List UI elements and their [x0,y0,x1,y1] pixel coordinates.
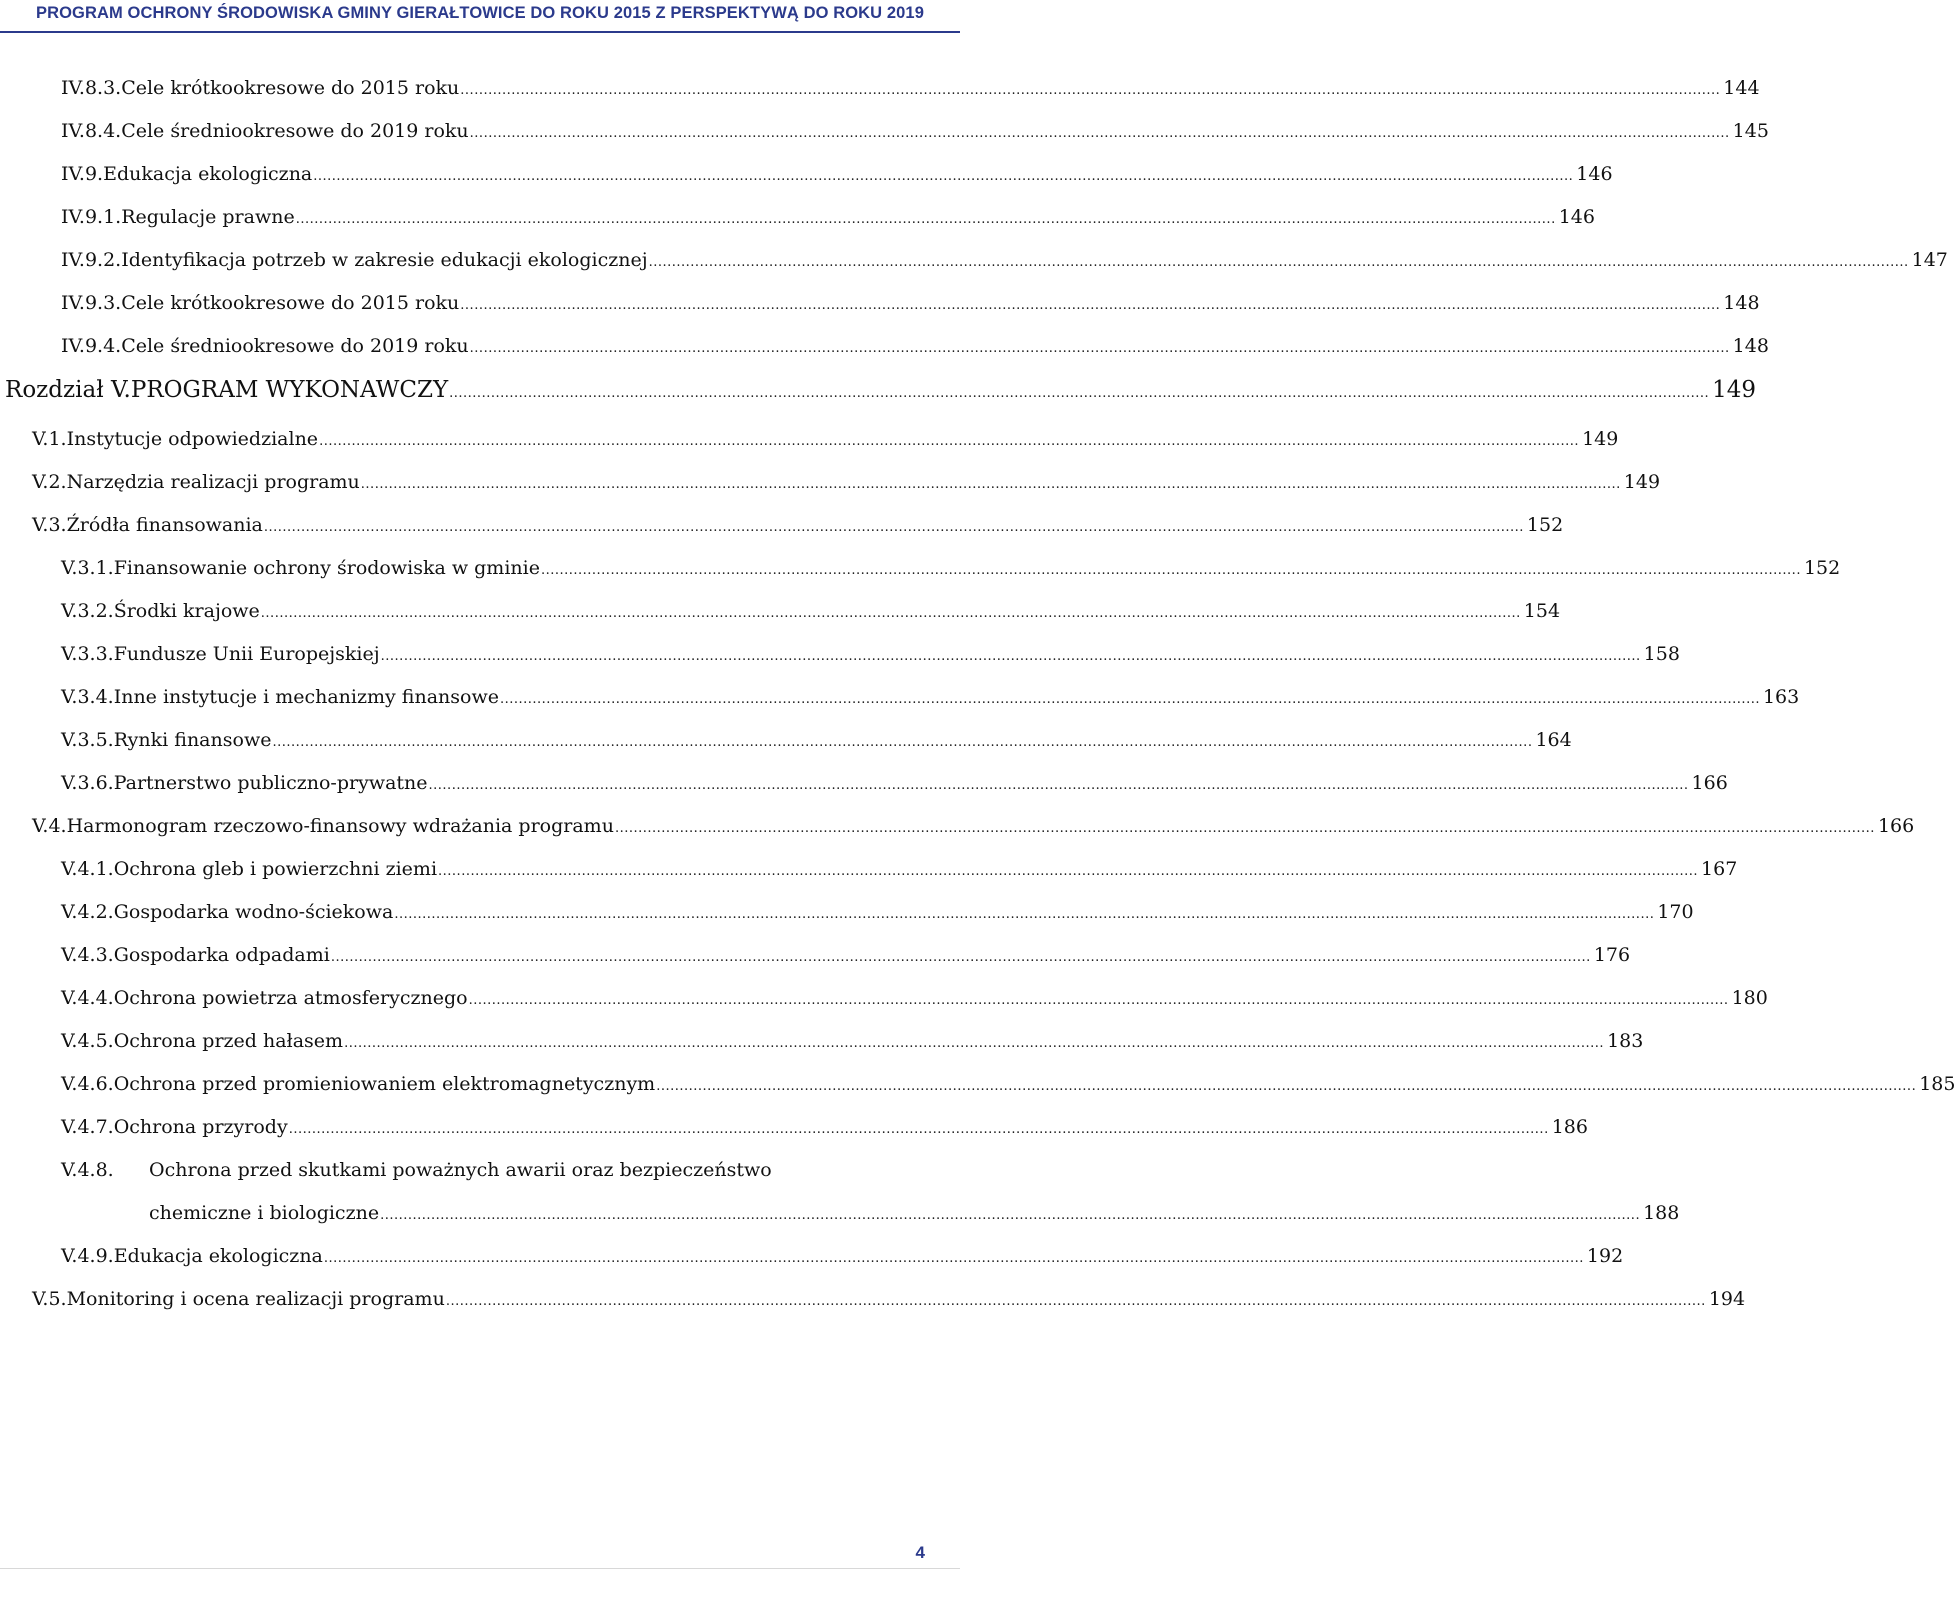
toc-entry[interactable] [61,331,1769,361]
toc-title: Źródła finansowania [66,514,263,536]
toc-entry[interactable] [61,854,1738,884]
toc-number: IV.8.4. [61,120,122,142]
toc-leader [331,943,1591,973]
toc-page: 166 [1691,772,1728,794]
toc-number: V.4.9. [61,1245,114,1267]
toc-leader [380,1201,1640,1231]
toc-number: IV.9.4. [61,335,122,357]
toc-entry[interactable] [32,424,1619,454]
toc-page: 147 [1911,249,1948,271]
toc-chapter-entry[interactable] [5,375,1757,405]
toc-leader [361,470,1621,500]
toc-number: V.3.1. [61,557,114,579]
toc-entry[interactable] [32,510,1564,540]
toc-leader [470,334,1730,364]
toc-title: Edukacja ekologiczna [103,163,313,185]
toc-page: 188 [1643,1202,1680,1224]
toc-number: IV.8.3. [61,77,122,99]
toc-page: 163 [1762,686,1800,708]
document-title: PROGRAM OCHRONY ŚRODOWISKA GMINY GIERAŁTOWICE DO ROKU 2015 Z PERSPEKTYWĄ DO ROKU 2019 [35,4,924,22]
toc-entry[interactable] [61,553,1841,583]
toc-number: IV.9.2. [61,249,122,271]
toc-title: Cele średniookresowe do 2019 roku [121,120,469,142]
toc-page: 146 [1558,206,1595,228]
toc-number: V.2. [32,471,67,493]
toc-number: V.4.3. [61,944,114,966]
toc-number: V.4.2. [61,901,114,923]
toc-title: Gospodarka wodno-ściekowa [113,901,394,923]
toc-page: 148 [1732,335,1769,357]
toc-number: V.4.8. [61,1159,114,1181]
toc-entry[interactable] [61,1112,1588,1142]
toc-entry[interactable] [61,116,1769,146]
toc-leader [460,76,1720,106]
toc-page: 146 [1576,163,1613,185]
toc-title: Ochrona powietrza atmosferycznego [113,987,468,1009]
toc-page: 164 [1535,729,1572,751]
toc-page: 149 [1623,471,1661,493]
toc-leader [324,1244,1584,1274]
toc-number: V.3.3. [61,643,114,665]
toc-entry[interactable] [61,639,1680,669]
toc-page: 185 [1919,1073,1955,1095]
page-number: 4 [915,1543,925,1562]
toc-page: 176 [1593,944,1631,966]
toc-page: 148 [1723,292,1760,314]
toc-title: Ochrona gleb i powierzchni ziemi [113,858,438,880]
toc-page: 154 [1523,600,1561,622]
toc-entry[interactable] [61,245,1948,275]
toc-number: IV.9. [61,163,104,185]
toc-entry[interactable] [32,1284,1746,1314]
toc-title: Gospodarka odpadami [113,944,330,966]
toc-entry[interactable] [61,73,1760,103]
toc-leader [615,814,1875,844]
toc-entry[interactable] [61,288,1760,318]
toc-leader [649,248,1909,278]
toc-title: PROGRAM WYKONAWCZY [130,377,449,403]
toc-page: 149 [1712,377,1757,403]
toc-entry[interactable] [61,1241,1624,1271]
toc-leader [344,1029,1604,1059]
toc-title: Edukacja ekologiczna [113,1245,323,1267]
toc-entry[interactable] [61,897,1694,927]
toc-title: Identyfikacja potrzeb w zakresie edukacji ekologicznej [121,249,648,271]
toc-number: V.4. [32,815,67,837]
toc-leader [313,162,1573,192]
toc-title: Instytucje odpowiedzialne [66,428,319,450]
toc-title: Monitoring i ocena realizacji programu [66,1288,445,1310]
toc-number: V.3.4. [61,686,114,708]
toc-leader [500,685,1760,715]
toc-number: IV.9.3. [61,292,122,314]
toc-entry-multiline[interactable] [61,1155,924,1185]
toc-title: Ochrona przyrody [113,1116,288,1138]
toc-leader [381,642,1641,672]
toc-entry[interactable] [61,1026,1644,1056]
toc-title: Rynki finansowe [113,729,272,751]
toc-title: Regulacje prawne [121,206,295,228]
toc-title: Fundusze Unii Europejskiej [113,643,380,665]
toc-title: Finansowanie ochrony środowiska w gminie [113,557,540,579]
toc-number: IV.9.1. [61,206,122,228]
toc-title: Środki krajowe [113,600,260,622]
toc-number: V.3.6. [61,772,114,794]
toc-entry[interactable] [61,940,1631,970]
toc-entry[interactable] [61,1069,1955,1099]
toc-entry[interactable] [61,159,1613,189]
toc-entry[interactable] [61,983,1768,1013]
toc-title: Cele krótkookresowe do 2015 roku [121,292,460,314]
toc-entry[interactable] [61,725,1572,755]
toc-page: 194 [1708,1288,1746,1310]
toc-page: 152 [1803,557,1841,579]
toc-leader [319,427,1579,457]
toc-title-continuation: chemiczne i biologiczne [149,1202,380,1224]
toc-entry[interactable] [32,811,1915,841]
toc-number: V.3.2. [61,600,114,622]
toc-leader [438,857,1698,887]
toc-title: Cele krótkookresowe do 2015 roku [121,77,460,99]
toc-entry-continuation[interactable] [149,1198,1680,1228]
toc-page: 166 [1877,815,1915,837]
toc-page: 192 [1586,1245,1624,1267]
toc-leader [264,513,1524,543]
toc-entry[interactable] [61,596,1561,626]
page-header [0,0,960,33]
toc-number: V.3.5. [61,729,114,751]
toc-entry[interactable] [61,768,1728,798]
toc-title: Inne instytucje i mechanizmy finansowe [113,686,499,708]
toc-title: Cele średniookresowe do 2019 roku [121,335,469,357]
toc-page: 167 [1701,858,1738,880]
toc-title: Ochrona przed hałasem [113,1030,344,1052]
toc-number: V.4.5. [61,1030,114,1052]
toc-leader [449,379,1709,409]
toc-page: 170 [1657,901,1694,923]
toc-page: 183 [1607,1030,1644,1052]
toc-number: V.1. [32,428,67,450]
toc-leader [470,119,1730,149]
toc-page: 158 [1643,643,1680,665]
toc-title: Narzędzia realizacji programu [66,471,360,493]
toc-title: Ochrona przed promieniowaniem elektromagnetycznym [113,1073,656,1095]
toc-page: 186 [1551,1116,1588,1138]
toc-page: 152 [1526,514,1564,536]
toc-number: V.5. [32,1288,67,1310]
toc-leader [460,291,1720,321]
toc-leader [289,1115,1549,1145]
toc-leader [541,556,1801,586]
toc-number: V.4.1. [61,858,114,880]
toc-number: V.4.6. [61,1073,114,1095]
toc-title: Harmonogram rzeczowo-finansowy wdrażania programu [66,815,614,837]
toc-leader [261,599,1521,629]
toc-title: Ochrona przed skutkami poważnych awarii oraz bezpieczeństwo [149,1159,772,1181]
toc-entry[interactable] [32,467,1661,497]
toc-number: V.3. [32,514,67,536]
toc-page: 144 [1723,77,1760,99]
toc-leader [656,1072,1916,1102]
toc-leader [394,900,1654,930]
toc-entry[interactable] [61,682,1800,712]
toc-number: V.4.7. [61,1116,114,1138]
toc-entry[interactable] [61,202,1595,232]
toc-number: V.4.4. [61,987,114,1009]
toc-leader [469,986,1729,1016]
toc-number: Rozdział V. [5,377,131,403]
footer-divider [0,1568,960,1569]
toc-leader [429,771,1689,801]
toc-leader [296,205,1556,235]
toc-leader [272,728,1532,758]
toc-title: Partnerstwo publiczno-prywatne [113,772,428,794]
toc-page: 149 [1582,428,1619,450]
toc-leader [446,1287,1706,1317]
toc-page: 145 [1732,120,1769,142]
toc-page: 180 [1731,987,1768,1009]
